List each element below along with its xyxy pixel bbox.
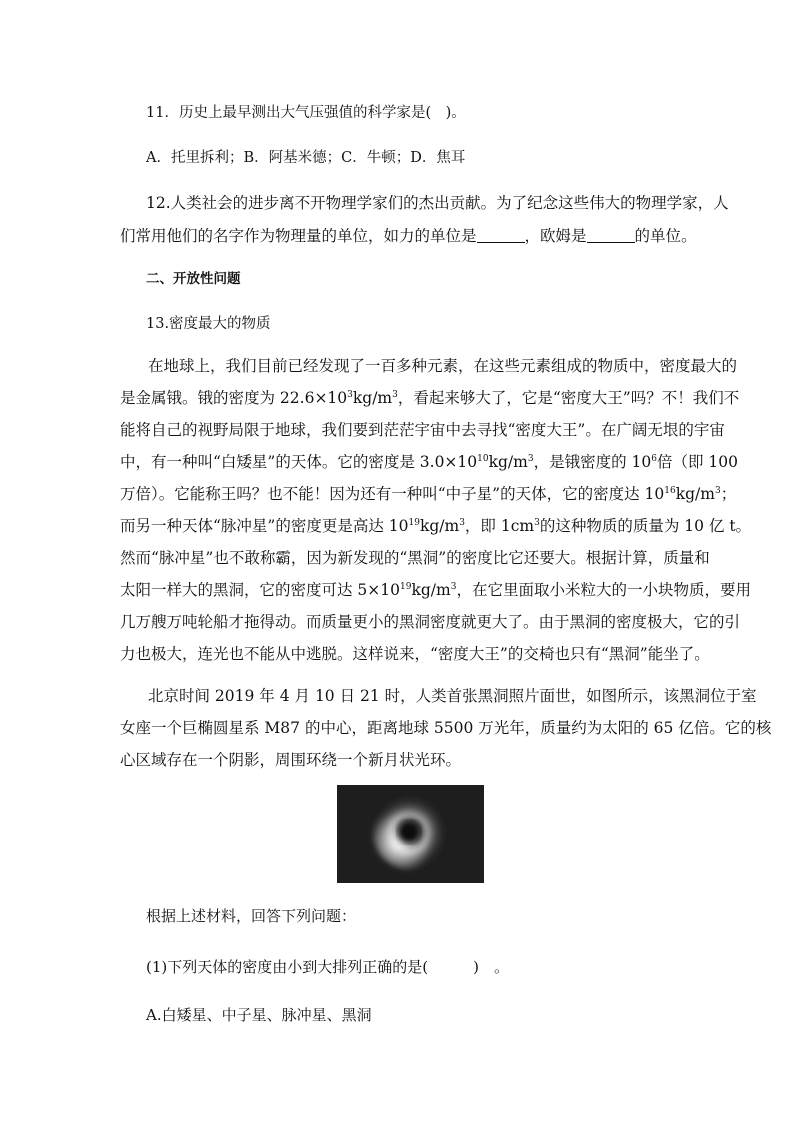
p2-line: 北京时间 2019 年 4 月 10 日 21 时，人类首张黑洞照片面世，如图所示，该黑洞位于室 bbox=[148, 687, 757, 705]
p1-line: 太阳一样大的黑洞，它的密度可达 $5\times 10^{19}kg/m^3$，在它里面取小米粒大的一小块物质，要用 bbox=[120, 581, 751, 599]
p1-line: 中，有一种叫“白矮星”的天体。它的密度是 $3.0\times 10^{10}kg/m^3$，是锇密度的 $10^6$倍（即 100 bbox=[120, 453, 738, 471]
section-heading: 二、开放性问题 bbox=[146, 271, 241, 287]
p2-line: 心区域存在一个阴影，周围环绕一个新月状光环。 bbox=[120, 751, 462, 769]
p1-line: 然而“脉冲星”也不敢称霸，因为新发现的“黑洞”的密度比它还要大。根据计算，质量和 bbox=[120, 549, 710, 567]
q12-text-b: ，欧姆是 bbox=[524, 227, 587, 245]
q12-text-c: 的单位。 bbox=[634, 227, 697, 245]
black-hole-icon bbox=[337, 785, 484, 883]
q11-options: A．托里拆利；B．阿基米德；C．牛顿；D．焦耳 bbox=[146, 150, 466, 166]
q13-sub1: (1)下列天体的密度由小到大排列正确的是( ) 。 bbox=[146, 958, 509, 976]
q12-text-a: 们常用他们的名字作为物理量的单位，如力的单位是 bbox=[120, 227, 477, 245]
p1-line: 几万艘万吨轮船才拖得动。而质量更小的黑洞密度就更大了。由于黑洞的密度极大，它的引 bbox=[120, 613, 741, 631]
answer-blank[interactable] bbox=[587, 228, 635, 243]
q13-title: 13.密度最大的物质 bbox=[146, 316, 271, 332]
q12-line1: 12.人类社会的进步离不开物理学家们的杰出贡献。为了纪念这些伟大的物理学家，人 bbox=[146, 194, 729, 212]
q13-option-a: A.白矮星、中子星、脉冲星、黑洞 bbox=[146, 1006, 372, 1024]
black-hole-image bbox=[337, 785, 484, 883]
p2-line: 女座一个巨椭圆星系 M87 的中心，距离地球 5500 万光年，质量约为太阳的 65 亿倍。它的核 bbox=[120, 719, 772, 737]
p1-line: 是金属锇。锇的密度为 $22.6\times 10^3kg/m^3$，看起来够大了，它是“密度大王”吗？不！我们不 bbox=[120, 389, 740, 407]
answer-blank[interactable] bbox=[477, 228, 525, 243]
p1-line: 万倍）。它能称王吗？也不能！因为还有一种叫“中子星”的天体，它的密度达 $10^{16}kg/m^3$； bbox=[120, 485, 737, 503]
p1-line: 能将自己的视野局限于地球，我们要到茫茫宇宙中去寻找“密度大王”。在广阔无垠的宇宙 bbox=[120, 421, 725, 439]
q11-question: 11．历史上最早测出大气压强值的科学家是( )。 bbox=[146, 105, 466, 121]
p1-line: 而另一种天体“脉冲星”的密度更是高达 $10^{19}kg/m^3$，即 $1cm^3$的这种物质的质量为 10 亿 t。 bbox=[120, 517, 752, 535]
q13-paragraph-1 bbox=[120, 350, 752, 670]
q12-line2 bbox=[120, 226, 697, 246]
q13-paragraph-2 bbox=[120, 680, 772, 776]
p1-line: 在地球上，我们目前已经发现了一百多种元素，在这些元素组成的物质中，密度最大的 bbox=[148, 357, 738, 375]
q13-prompt: 根据上述材料，回答下列问题： bbox=[146, 907, 357, 925]
p1-line: 力也极大，连光也不能从中逃脱。这样说来，“密度大王”的交椅也只有“黑洞”能坐了。 bbox=[120, 645, 710, 663]
